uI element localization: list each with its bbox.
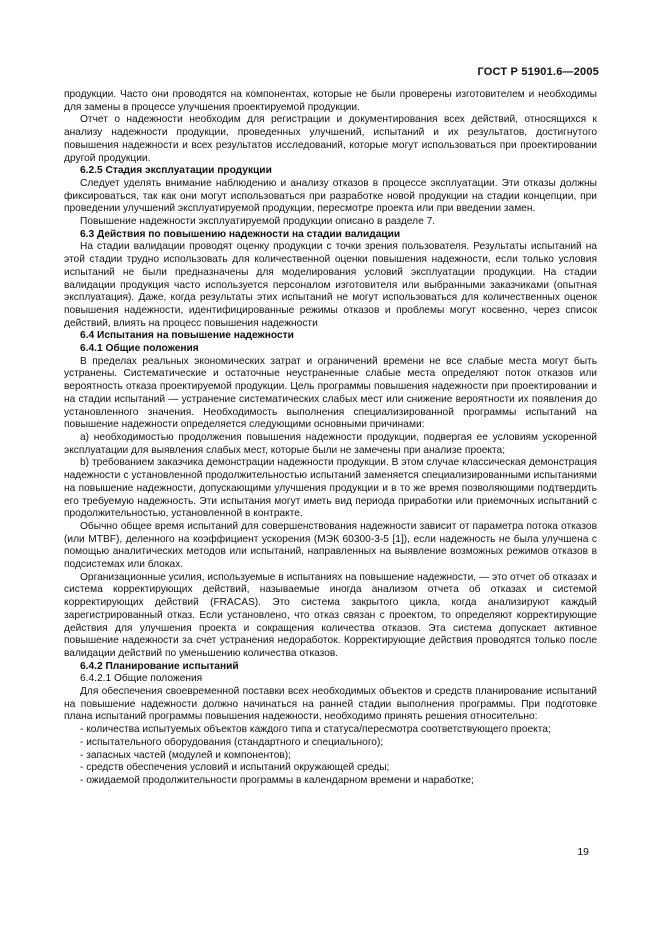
paragraph-reliability-report: Отчет о надежности необходим для регистрации и документирования всех действий, относящихся к анализу надежности продукции, проведенных улучшений, испытаний и их результатов, достигнутого повышения надежности и всех результатов исследований, которые могут использоваться при проектировании другой продукции. [64,114,597,164]
list-item: - запасных частей (модулей и компонентов); [80,749,292,761]
paragraph-continuation: продукции. Часто они проводятся на компонентах, которые не были проверены изготовителем и необходимы для замены в процессе улучшения проектируемой продукции. [64,89,597,113]
list-item: - количества испытуемых объектов каждого типа и статуса/пересмотра соответствующего проекта; [80,724,551,736]
list-item-a: а) необходимостью продолжения повышения надежности продукции, подвергая ее условиям ускоренной эксплуатации для выявления слабых мест, которые были не замечены при анализе проекта; [64,431,597,456]
heading-6-4: 6.4 Испытания на повышение надежности [80,330,294,342]
paragraph-weak-points: В пределах реальных экономических затрат и ограничений времени не все слабые места могут быть устранены. Систематические и остаточные неустраненные слабые места определяют поток отказов или вероятность отказа проектируемой продукции. Цель программы повышения надежности при проектировании и на стадии испытаний — устранение систематических слабых мест или снижение вероятности их появления до установленного значения. Необходимость выполнения специализированной программы испытаний на повышение надежности определяется следующими основными причинами: [64,355,597,431]
paragraph-validation: На стадии валидации проводят оценку продукции с точки зрения пользователя. Результаты испытаний на этой стадии трудно использовать для количественной оценки повышения надежности, если только условия испытаний не были предназначены для моделирования условий эксплуатации продукции. На стадии валидации продукция часто используется персоналом изготовителя или выбранными заказчиками (опытная эксплуатация). Даже, когда результаты этих испытаний не могут использоваться для количественных оценок повышения надежности, идентифицированные режимы отказов и проблемы могут косвенно, через список действий, влиять на процесс повышения надежности [64,241,597,329]
paragraph-test-planning: Для обеспечения своевременной поставки всех необходимых объектов и средств планирование испытаний на повышение надежности должно начинаться на ранней стадии выполнения программы. При подготовке плана испытаний программы повышения надежности, необходимо принять решения относительно: [64,686,597,723]
paragraph-fracas: Организационные усилия, используемые в испытаниях на повышение надежности, — это отчет об отказах и система корректирующих действий, называемые иногда анализом отчета об отказах и системой корректирующих действий (FRACAS). Это система закрытого цикла, когда анализируют каждый зарегистрированный отказ. Если установлено, что отказ связан с проектом, то определяют корректирующие действия для улучшения проекта и сокращения количества отказов. Эта система допускает активное повышение надежности за счет устранения недоработок. Корректирующие действия проводятся только после валидации действий по уменьшению количества отказов. [64,571,597,659]
document-id-header: ГОСТ Р 51901.6—2005 [477,66,599,78]
heading-6-4-2-1: 6.4.2.1 Общие положения [80,673,203,685]
paragraph-section-7-reference: Повышение надежности эксплуатируемой продукции описано в разделе 7. [80,216,436,228]
page-number: 19 [577,846,589,858]
list-item-b: b) требованием заказчика демонстрации надежности продукции. В этом случае классическая демонстрация надежности с установленной продолжительностью испытаний заменяется специализированными испытаниями на повышение надежности, допускающими улучшения продукции и в то же время позволяющими подтвердить его требуемую надежность. Эти испытания могут иметь вид периода приработки или приемочных испытаний с продолжительностью, установленной в контракте. [64,457,597,520]
document-body [64,89,597,788]
paragraph-test-time: Обычно общее время испытаний для совершенствования надежности зависит от параметра потока отказов (или MTBF), деленного на коэффициент ускорения (МЭК 60300-3-5 [1]), если надежность не была улучшена с помощью аналитических методов или испытаний, направленных на выявление возможных режимов отказов в подсистемах или блоках. [64,520,597,571]
list-item: - средств обеспечения условий и испытаний окружающей среды; [80,762,390,774]
heading-6-4-1: 6.4.1 Общие положения [80,343,199,355]
list-item: - испытательного оборудования (стандартного и специального); [80,736,384,748]
heading-6-4-2: 6.4.2 Планирование испытаний [80,660,239,672]
list-item: - ожидаемой продолжительности программы в календарном времени и наработке; [80,774,474,786]
paragraph-operation-failures: Следует уделять внимание наблюдению и анализу отказов в процессе эксплуатации. Эти отказы должны фиксироваться, так как они могут использоваться при разработке новой продукции на стадии концепции, при проведении улучшений эксплуатируемой продукции, пересмотре проекта или при введении замен. [64,177,597,215]
heading-6-2-5: 6.2.5 Стадия эксплуатации продукции [80,165,272,177]
heading-6-3: 6.3 Действия по повышению надежности на стадии валидации [80,228,401,240]
